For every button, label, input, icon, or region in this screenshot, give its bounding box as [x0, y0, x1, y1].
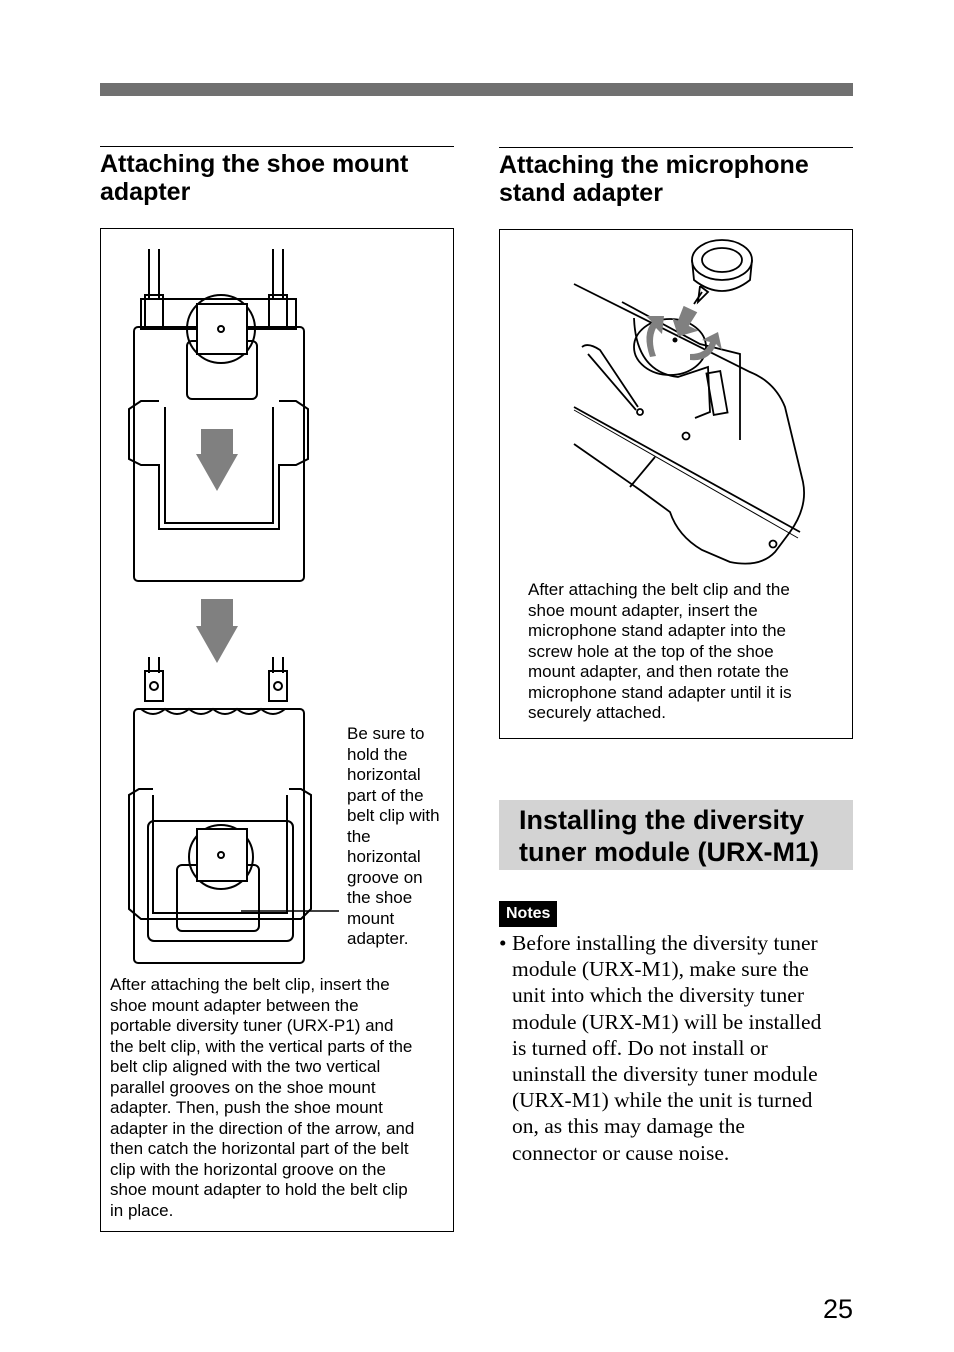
right-figure-caption: [528, 580, 848, 724]
caption-line: shoe mount adapter to hold the belt clip: [110, 1180, 408, 1199]
caption-line: the belt clip, with the vertical parts of the: [110, 1036, 413, 1056]
label-line: horizontal: [347, 847, 421, 866]
mic-stand-illustration: [560, 232, 820, 577]
label-line: Be sure to: [347, 724, 425, 743]
note-line: Before installing the diversity tuner: [512, 931, 818, 955]
note-body: [499, 930, 849, 1166]
label-line: belt clip with: [347, 806, 440, 825]
note-line: module (URX-M1), make sure the: [512, 957, 809, 982]
caption-line: After attaching the belt clip and the: [528, 580, 790, 599]
title-line: Attaching the microphone: [499, 151, 809, 179]
note-line: unit into which the diversity tuner: [512, 983, 804, 1008]
label-line: adapter.: [347, 929, 409, 948]
install-section-title: [519, 804, 849, 868]
header-bar: [100, 83, 853, 96]
title-line: adapter: [100, 178, 191, 206]
note-line: (URX-M1) while the unit is turned: [512, 1088, 813, 1113]
label-line: the shoe: [347, 888, 413, 907]
label-line: mount: [347, 908, 395, 928]
label-line: groove on: [347, 867, 423, 887]
note-line: module (URX-M1) will be installed: [512, 1009, 822, 1034]
left-title-rule: [100, 146, 454, 147]
caption-line: then catch the horizontal part of the belt: [110, 1139, 409, 1158]
caption-line: clip with the horizontal groove on the: [110, 1159, 386, 1179]
left-section-title: [100, 150, 454, 206]
caption-line: microphone stand adapter into the: [528, 621, 787, 640]
caption-line: shoe mount adapter between the: [110, 995, 359, 1015]
caption-line: portable diversity tuner (URX-P1) and: [110, 1016, 394, 1035]
left-figure-caption: [110, 975, 450, 1221]
caption-line: shoe mount adapter, insert the: [528, 600, 758, 620]
title-line: stand adapter: [499, 179, 663, 207]
caption-line: After attaching the belt clip, insert the: [110, 975, 390, 994]
label-line: part of the: [347, 785, 424, 805]
note-line: uninstall the diversity tuner module: [512, 1062, 818, 1087]
label-line: horizontal: [347, 765, 421, 784]
caption-line: belt clip aligned with the two vertical: [110, 1057, 381, 1076]
note-line: connector or cause noise.: [512, 1140, 730, 1165]
caption-line: microphone stand adapter until it is: [528, 682, 792, 702]
caption-line: adapter. Then, push the shoe mount: [110, 1098, 383, 1117]
label-line: hold the: [347, 744, 408, 764]
right-section-title: [499, 151, 853, 207]
page-number: 25: [822, 1294, 853, 1324]
notes-badge: Notes: [499, 901, 557, 927]
caption-line: in place.: [110, 1200, 174, 1220]
note-item: [499, 930, 849, 1166]
caption-line: securely attached.: [528, 703, 666, 722]
caption-line: screw hole at the top of the shoe: [528, 641, 774, 661]
shoe-mount-illustration: [101, 229, 341, 969]
left-figure-label: [347, 724, 451, 950]
title-line: Attaching the shoe mount: [100, 150, 409, 178]
caption-line: mount adapter, and then rotate the: [528, 662, 789, 681]
title-line: Installing the diversity: [519, 805, 805, 835]
caption-line: adapter in the direction of the arrow, and: [110, 1118, 415, 1138]
caption-line: parallel grooves on the shoe mount: [110, 1077, 376, 1097]
right-title-rule: [499, 147, 853, 148]
bullet-marker: •: [499, 931, 507, 955]
note-line: on, as this may damage the: [512, 1114, 745, 1139]
note-line: is turned off. Do not install or: [512, 1035, 768, 1060]
title-line: tuner module (URX-M1): [519, 837, 819, 867]
label-line: the: [347, 826, 371, 846]
